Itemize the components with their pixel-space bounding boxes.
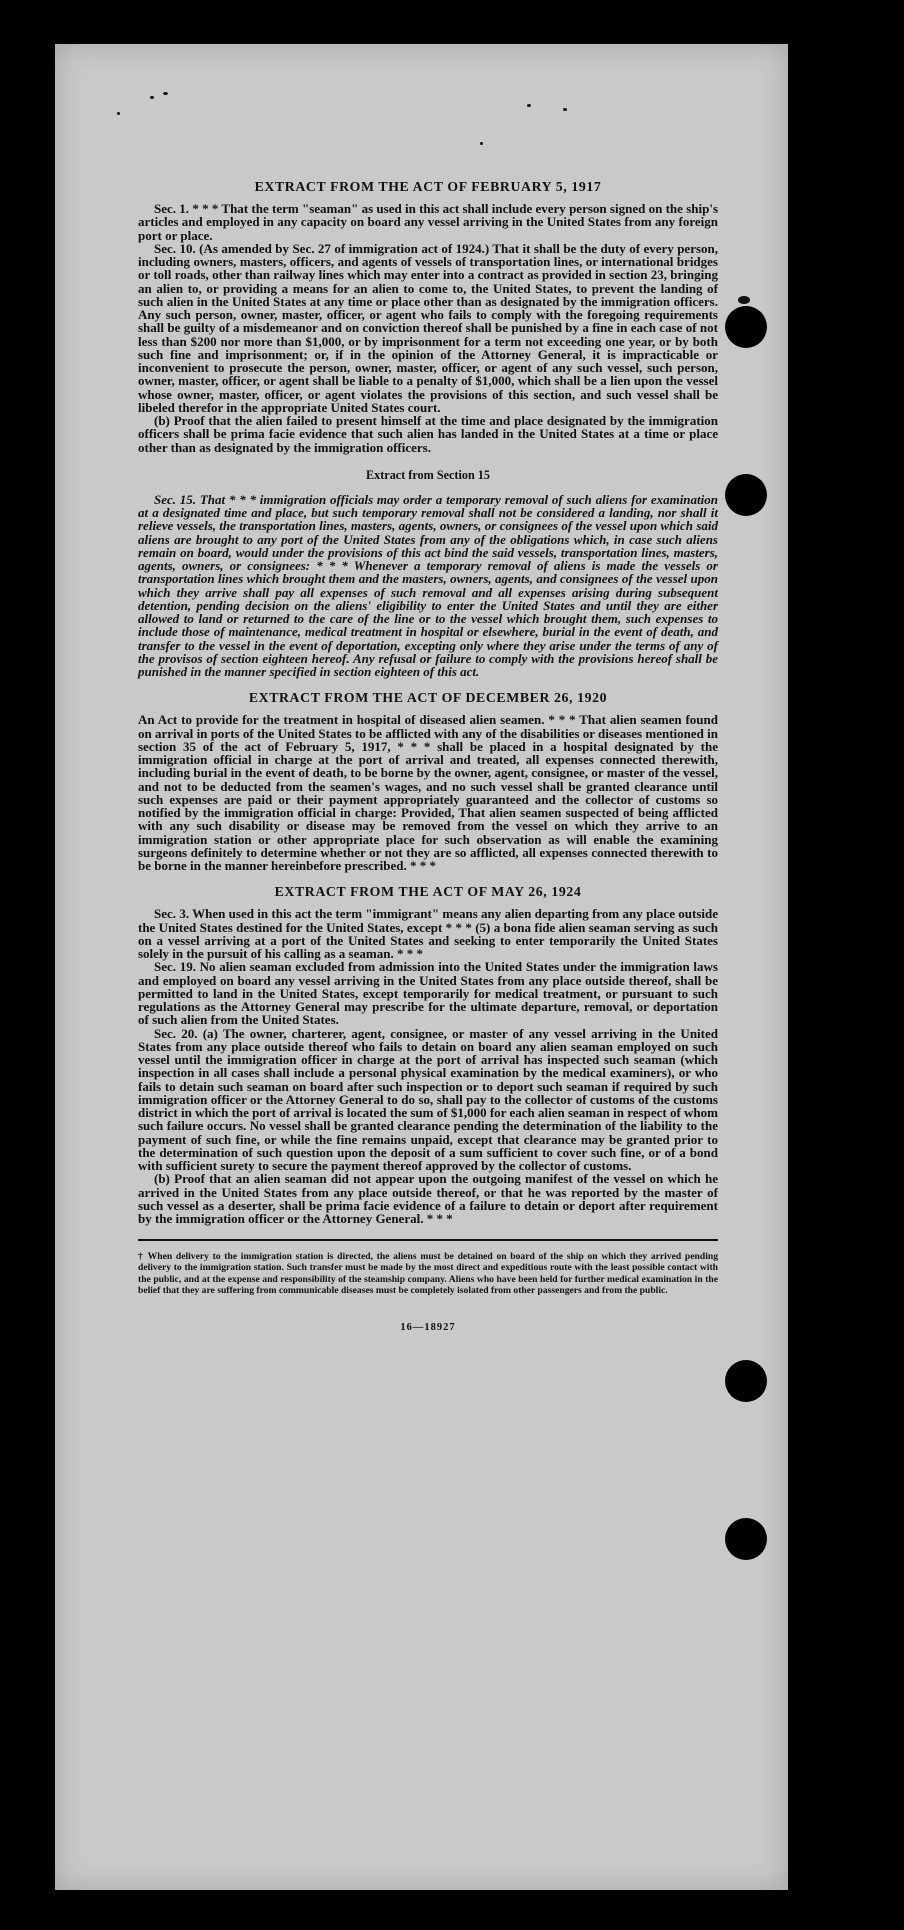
scan-speck xyxy=(527,104,531,107)
paragraph: Sec. 10. (As amended by Sec. 27 of immigration act of 1924.) That it shall be the duty of every person, including owners, masters, officers, and agents of vessels of transportation lines, or international bridges or toll roads, other than railway lines which may enter into a contract as provided in section 23, bringing an alien to, or providing a means for an alien to come to, the United States, to prevent the landing of such alien in the United States at any time or place other than as designated by the immigration officers. Any such person, owner, master, officer, or agent who fails to comply with the foregoing requirements shall be guilty of a misdemeanor and on conviction thereof shall be punished by a fine in each case of not less than $200 nor more than $1,000, or by imprisonment for a term not exceeding one year, or by both such fine and imprisonment; or, if in the opinion of the Attorney General, it is impracticable or inconvenient to prosecute the person, owner, master, officer, or agent of any such vessel, such person, owner, master, officer, or agent shall be liable to a penalty of $1,000, which shall be a lien upon the vessel whose owner, master, officer, or agent violates the provisions of this section, and such vessel shall be libeled therefor in the appropriate United States court. xyxy=(138,240,718,415)
section-heading: EXTRACT FROM THE ACT OF DECEMBER 26, 1920 xyxy=(248,690,608,706)
divider xyxy=(138,1239,718,1241)
punch-hole xyxy=(725,1518,767,1560)
punch-hole xyxy=(725,306,767,348)
scan-speck xyxy=(563,108,567,111)
document-content xyxy=(138,179,718,1333)
scan-speck xyxy=(117,112,120,115)
paragraph: An Act to provide for the treatment in hospital of diseased alien seamen. * * * That alien seamen found on arrival in ports of the United States to be afflicted with any of the disabilities or diseases mentioned in section 35 of the act of February 5, 1917, * * * shall be placed in a hospital designated by the immigration official in charge at the port of arrival and treated, all expenses connected therewith, including burial in the event of death, to be borne by the owner, agent, consignee, or master of the vessel, and not to be deducted from the seamen's wages, and no such vessel shall be granted clearance until such expenses are paid or their payment appropriately guaranteed and the collector of customs so notified by the immigration official in charge: Provided, That alien seamen suspected of being afflicted with any such disability or disease may be removed from the vessel on which they arrive to an immigration station or other appropriate place for such observation as will enable the examining surgeons definitely to determine whether or not they are so afflicted, all expenses connected therewith to be borne in the manner hereinbefore prescribed. * * * xyxy=(138,712,718,873)
scan-speck xyxy=(163,92,168,95)
paragraph: Sec. 20. (a) The owner, charterer, agent, consignee, or master of any vessel arriving in the United States from any place outside thereof who fails to detain on board any alien seaman employed on such vessel until the immigration officer in charge at the port of arrival has inspected such seaman (which inspection in all cases shall include a personal physical examination by the medical examiners), or who fails to detain such seaman on board after such inspection or to deport such seaman if required by such immigration officer or the Attorney General to do so, shall pay to the collector of customs of the customs district in which the port of arrival is located the sum of $1,000 for each alien seaman in respect of whom such failure occurs. No vessel shall be granted clearance pending the determination of the liability to the payment of such fine, or while the fine remains unpaid, except that clearance may be granted prior to the determination of such question upon the deposit of a sum sufficient to cover such fine, or of a bond with sufficient surety to secure the payment thereof approved by the collector of customs. xyxy=(138,1025,718,1173)
paragraph: (b) Proof that an alien seaman did not appear upon the outgoing manifest of the vessel on which he arrived in the United States from any place outside thereof, or that he was reported by the master of such vessel as a deserter, shall be prima facie evidence of a failure to detain or deport after requirement by the immigration officer or the Attorney General. * * * xyxy=(138,1171,718,1226)
punch-hole xyxy=(725,1360,767,1402)
paragraph: Sec. 3. When used in this act the term "immigrant" means any alien departing from any place outside the United States destined for the United States, except * * * (5) a bona fide alien seaman serving as such on a vessel arriving at a port of the United States and seeking to enter temporarily the United States solely in the pursuit of his calling as a seaman. * * * xyxy=(138,906,718,961)
paragraph: (b) Proof that the alien failed to present himself at the time and place designated by the immigration officers shall be prima facie evidence that such alien has landed in the United States at a time or place other than as designated by the immigration officers. xyxy=(138,413,718,455)
paragraph: Sec. 19. No alien seaman excluded from admission into the United States under the immigration laws and employed on board any vessel arriving in the United States from any place outside thereof, shall be permitted to land in the United States, except temporarily for medical treatment, or pursuant to such regulations as the Attorney General may prescribe for the ultimate departure, removal, or deportation of such alien from the United States. xyxy=(138,959,718,1028)
section-subheading: Extract from Section 15 xyxy=(366,467,490,482)
footnote: † When delivery to the immigration station is directed, the aliens must be detained on board of the ship on which they arrived pending delivery to the immigration station. Such transfer must be made by the most direct and expeditious route with the least possible contact with the public, and at the expense and responsibility of the steamship company. Aliens who have been held for further medical examination in the belief that they are suffering from communicable diseases must be completely isolated from other passengers and from the public. xyxy=(138,1251,718,1296)
punch-hole xyxy=(725,474,767,516)
scan-speck xyxy=(150,96,154,99)
section-heading: EXTRACT FROM THE ACT OF FEBRUARY 5, 1917 xyxy=(254,179,602,194)
paragraph: Sec. 1. * * * That the term "seaman" as used in this act shall include every person signed on the ship's articles and employed in any capacity on board any vessel arriving in the United States from any foreign port or place. xyxy=(138,201,718,243)
paragraph: Sec. 15. That * * * immigration officials may order a temporary removal of such aliens for examination at a designated time and place, but such temporary removal shall not be considered a landing, nor shall it relieve vessels, the transportation lines, masters, agents, owners, or consignees of the vessel upon which said aliens are brought to any port of the United States from any of the obligations which, in case such aliens remain on board, would under the provisions of this act bind the said vessels, transportation lines, masters, agents, owners, or consignees: * * * Whenever a temporary removal of aliens is made the vessels or transportation lines which brought them and the masters, owners, agents, and consignees of the vessel upon which they arrive shall pay all expenses of such removal and all expenses arising during subsequent detention, pending decision on the aliens' eligibility to enter the United States and until they are either allowed to land or returned to the care of the line or to the vessel which brought them, such expenses to include those of maintenance, medical treatment in hospital or elsewhere, burial in the event of death, and transfer to the vessel in the event of deportation, excepting only where they arise under the terms of any of the provisos of section eighteen hereof. Any refusal or failure to comply with the provisions hereof shall be punished in the manner specified in section eighteen of this act. xyxy=(138,491,718,679)
footer-code: 16—18927 xyxy=(400,1322,456,1334)
scan-speck xyxy=(480,142,483,145)
section-heading: EXTRACT FROM THE ACT OF MAY 26, 1924 xyxy=(274,884,582,900)
document-page xyxy=(55,44,788,1890)
scan-speck xyxy=(738,296,750,304)
